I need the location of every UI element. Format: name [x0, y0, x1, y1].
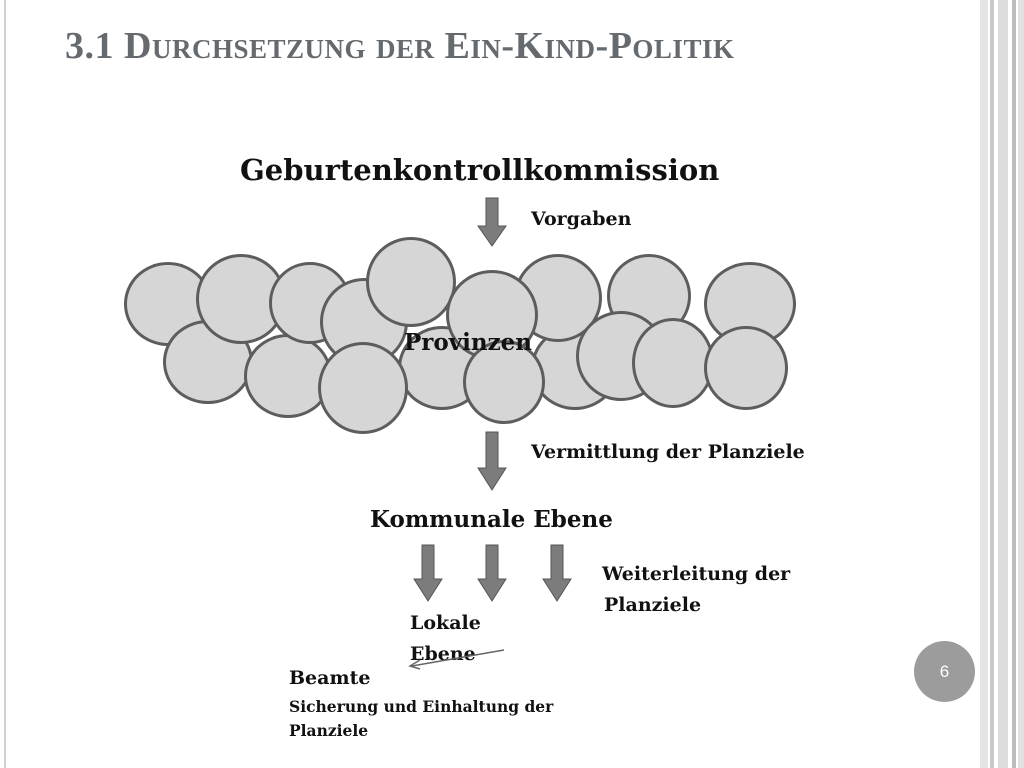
commission-label: Geburtenkontrollkommission: [240, 153, 720, 187]
province-circle: [318, 342, 408, 434]
connector-arrow-icon: [404, 646, 508, 670]
arrow-down-icon: [412, 543, 444, 603]
arrow-label-forwarding-line2: Planziele: [604, 594, 702, 616]
province-circle: [704, 326, 788, 410]
officials-label: Beamte: [289, 667, 371, 689]
arrow-label-forwarding-line1: Weiterleitung der: [602, 563, 791, 585]
left-border-line: [4, 0, 6, 768]
officials-desc-line2: Planziele: [289, 721, 369, 740]
slide-title: 3.1 Durchsetzung der Ein-Kind-Politik: [65, 25, 735, 67]
provinces-label: Provinzen: [404, 329, 532, 356]
province-circle: [632, 318, 714, 408]
local-level-label-line1: Lokale: [410, 612, 481, 634]
arrow-down-icon: [476, 430, 508, 492]
arrow-down-icon: [541, 543, 573, 603]
right-frame-bars: [980, 0, 1024, 768]
local-level-label-line2: Ebene: [410, 643, 476, 665]
arrow-down-icon: [476, 543, 508, 603]
page-number-badge: 6: [914, 641, 975, 702]
arrow-down-icon: [476, 196, 508, 248]
arrow-label-targets: Vorgaben: [531, 208, 632, 230]
province-circle: [366, 237, 456, 327]
communal-level-label: Kommunale Ebene: [370, 506, 613, 533]
officials-desc-line1: Sicherung und Einhaltung der: [289, 697, 554, 716]
arrow-label-plan-mediation: Vermittlung der Planziele: [531, 441, 805, 463]
